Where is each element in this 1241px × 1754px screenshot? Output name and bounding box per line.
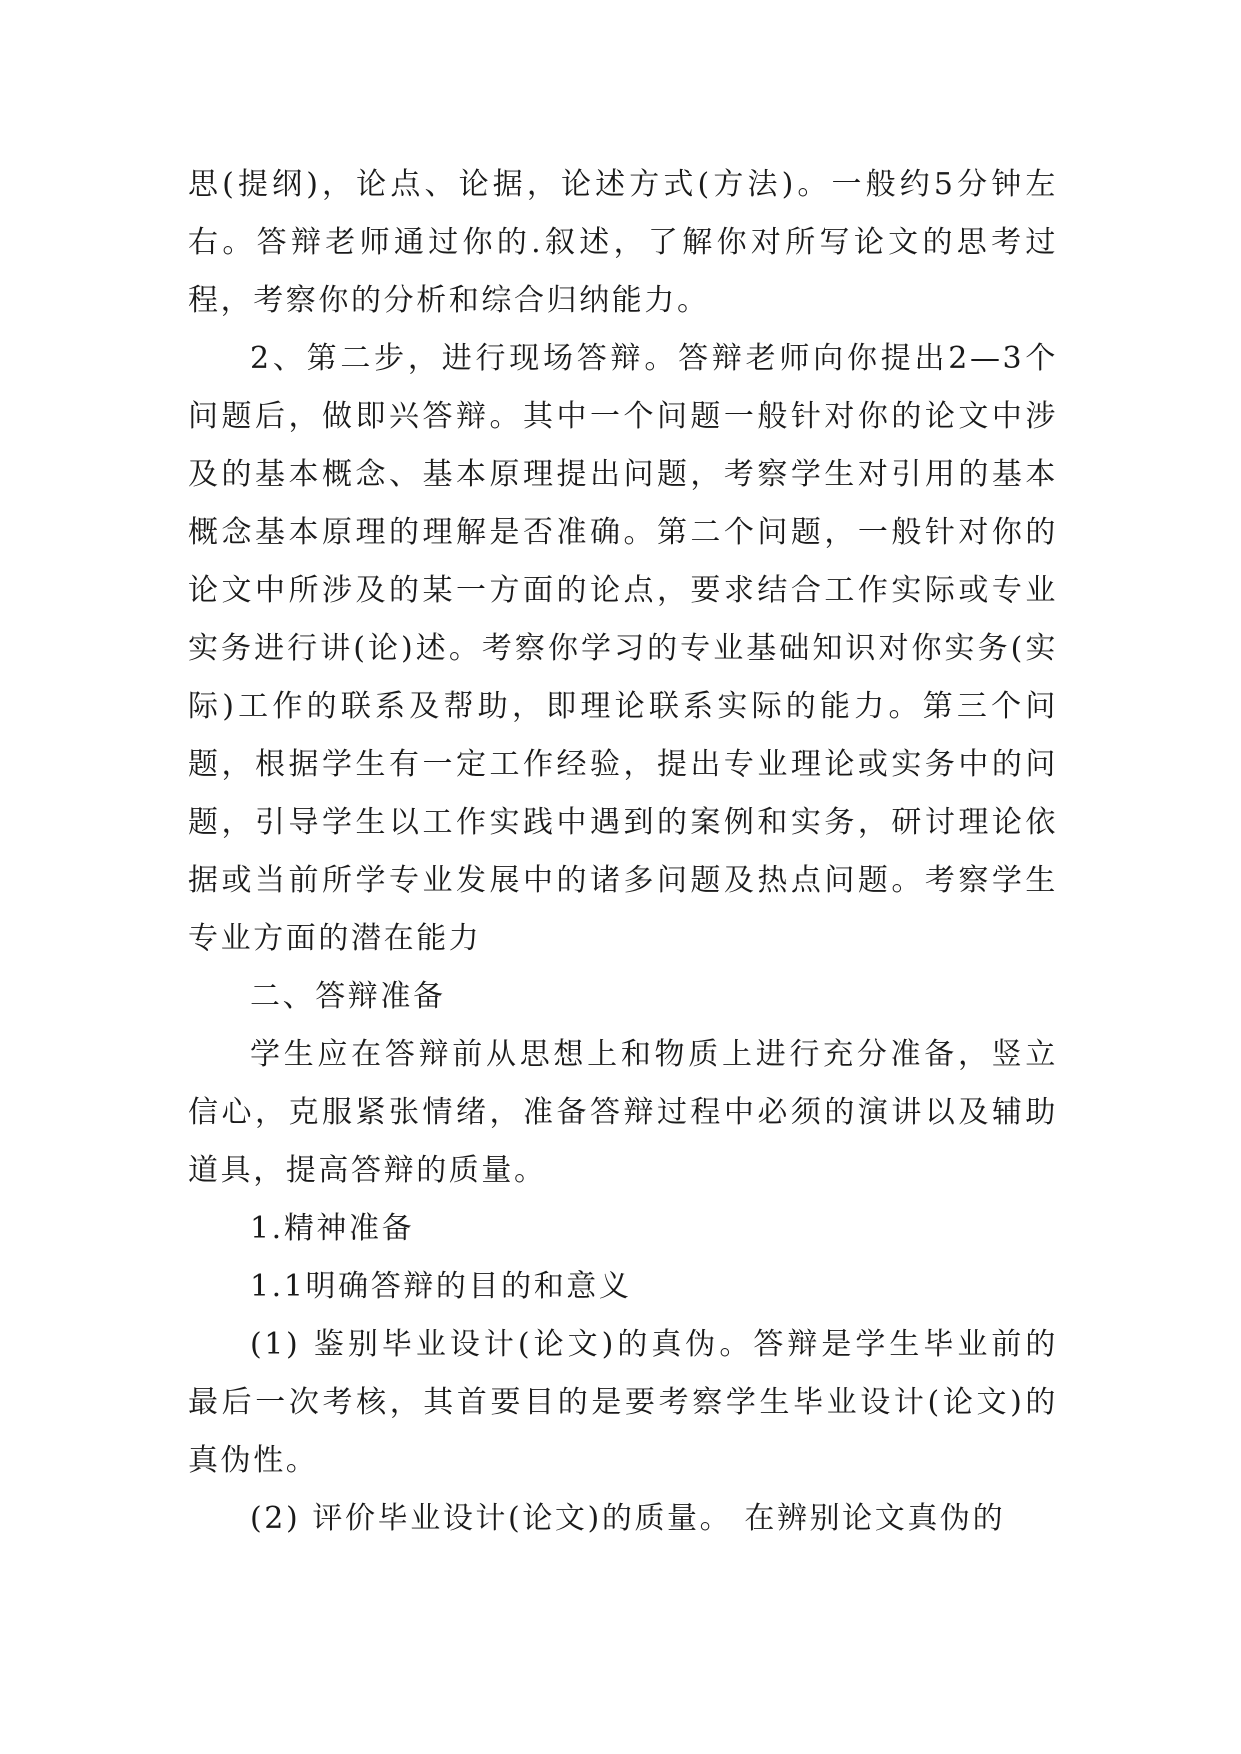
document-body	[188, 156, 1058, 1548]
list-item-authenticity: (1) 鉴别毕业设计(论文)的真伪。答辩是学生毕业前的最后一次考核，其首要目的是要考察学生毕业设计(论文)的真伪性。	[188, 1327, 1058, 1478]
paragraph-step-two: 2、第二步，进行现场答辩。答辩老师向你提出2—3个问题后，做即兴答辩。其中一个问题一般针对你的论文中涉及的基本概念、基本原理提出问题，考察学生对引用的基本概念基本原理的理解是否准确。第二个问题，一般针对你的论文中所涉及的某一方面的论点，要求结合工作实际或专业实务进行讲(论)述。考察你学习的专业基础知识对你实务(实际)工作的联系及帮助，即理论联系实际的能力。第三个问题，根据学生有一定工作经验，提出专业理论或实务中的问题，引导学生以工作实践中遇到的案例和实务，研讨理论依据或当前所学专业发展中的诸多问题及热点问题。考察学生专业方面的潜在能力	[188, 341, 1058, 956]
list-item-quality: (2) 评价毕业设计(论文)的质量。 在辨别论文真伪的	[250, 1501, 1006, 1536]
paragraph-continuation: 思(提纲)，论点、论据，论述方式(方法)。一般约5分钟左右。答辩老师通过你的.叙述，了解你对所写论文的思考过程，考察你的分析和综合归纳能力。	[188, 167, 1058, 318]
paragraph-preparation-intro: 学生应在答辩前从思想上和物质上进行充分准备，竖立信心，克服紧张情绪，准备答辩过程中必须的演讲以及辅助道具，提高答辩的质量。	[188, 1037, 1058, 1188]
subheading-mental-preparation: 1.精神准备	[250, 1211, 415, 1246]
subheading-purpose-and-meaning: 1.1明确答辩的目的和意义	[250, 1269, 632, 1304]
section-heading-defense-preparation: 二、答辩准备	[250, 979, 446, 1014]
